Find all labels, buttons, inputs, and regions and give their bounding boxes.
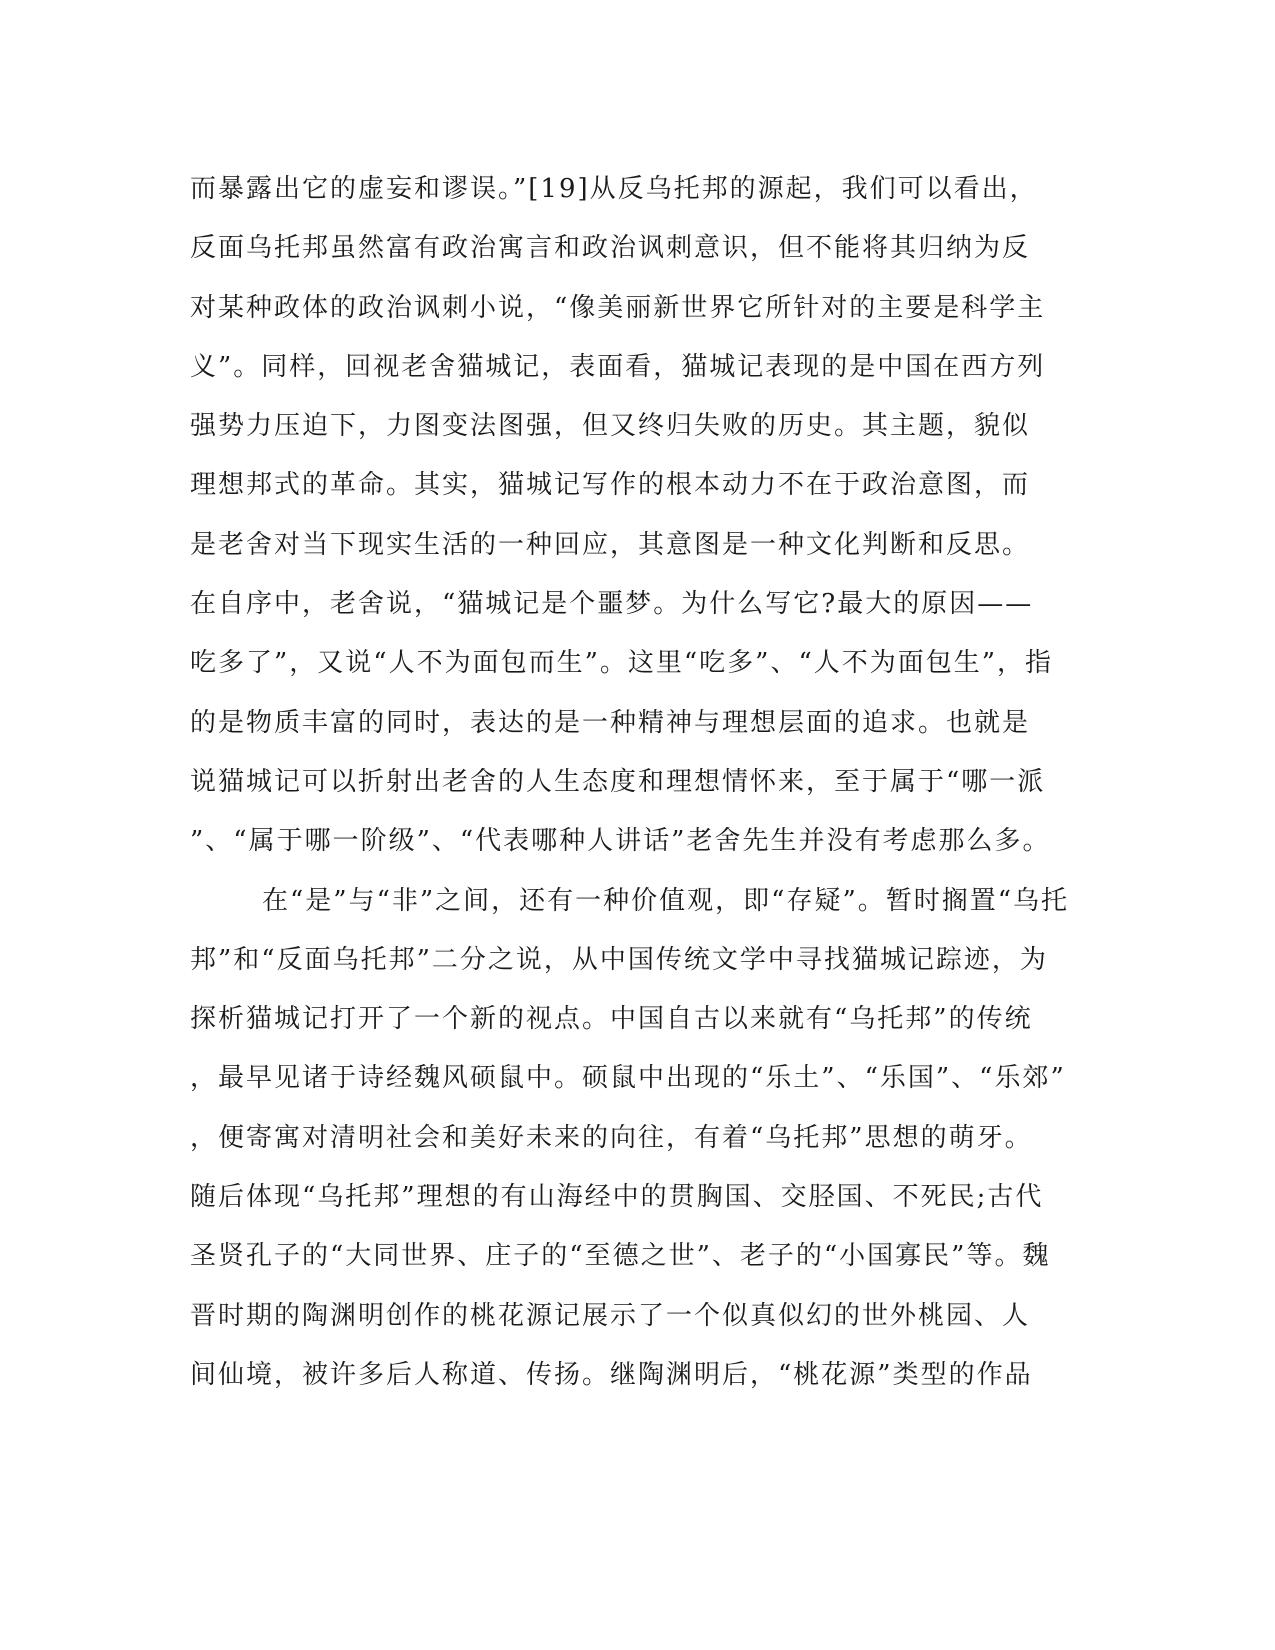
text-line: ，最早见诸于诗经魏风硕鼠中。硕鼠中出现的“乐土”、“乐国”、“乐郊” bbox=[190, 1063, 1066, 1094]
text-line: 圣贤孔子的“大同世界、庄子的“至德之世”、老子的“小国寡民”等。魏 bbox=[190, 1241, 1051, 1272]
text-line: 在自序中，老舍说，“猫城记是个噩梦。为什么写它?最大的原因—— bbox=[190, 589, 1034, 620]
text-line: 邦”和“反面乌托邦”二分之说，从中国传统文学中寻找猫城记踪迹，为 bbox=[190, 944, 1048, 975]
text-line: 义”。同样，回视老舍猫城记，表面看，猫城记表现的是中国在西方列 bbox=[190, 351, 1046, 382]
text-line: 对某种政体的政治讽刺小说，“像美丽新世界它所针对的主要是科学主 bbox=[190, 292, 1046, 323]
text-line: ”、“属于哪一阶级”、“代表哪种人讲话”老舍先生并没有考虑那么多。 bbox=[190, 826, 1051, 857]
paragraph-start-line: 在“是”与“非”之间，还有一种价值观，即“存疑”。暂时搁置“乌托 bbox=[262, 885, 1070, 916]
text-line: 而暴露出它的虚妄和谬误。”[19]从反乌托邦的源起，我们可以看出， bbox=[190, 174, 1038, 204]
text-line: 理想邦式的革命。其实，猫城记写作的根本动力不在于政治意图，而 bbox=[190, 470, 1031, 501]
text-line: 间仙境，被许多后人称道、传扬。继陶渊明后，“桃花源”类型的作品 bbox=[190, 1359, 1033, 1390]
text-line: 的是物质丰富的同时，表达的是一种精神与理想层面的追求。也就是 bbox=[190, 707, 1031, 738]
text-line: ，便寄寓对清明社会和美好未来的向往，有着“乌托邦”思想的萌牙。 bbox=[190, 1122, 1033, 1153]
text-line: 晋时期的陶渊明创作的桃花源记展示了一个似真似幻的世外桃园、人 bbox=[190, 1300, 1031, 1331]
body-text bbox=[190, 160, 1090, 1405]
text-line: 说猫城记可以折射出老舍的人生态度和理想情怀来，至于属于“哪一派 bbox=[190, 766, 1046, 797]
text-line: 强势力压迫下，力图变法图强，但又终归失败的历史。其主题，貌似 bbox=[190, 411, 1031, 442]
text-line: 探析猫城记打开了一个新的视点。中国自古以来就有“乌托邦”的传统 bbox=[190, 1004, 1033, 1035]
text-line: 吃多了”，又说“人不为面包而生”。这里“吃多”、“人不为面包生”，指 bbox=[190, 648, 1054, 679]
text-line: 反面乌托邦虽然富有政治寓言和政治讽刺意识，但不能将其归纳为反 bbox=[190, 233, 1031, 264]
text-line: 是老舍对当下现实生活的一种回应，其意图是一种文化判断和反思。 bbox=[190, 529, 1031, 560]
text-line: 随后体现“乌托邦”理想的有山海经中的贯胸国、交胫国、不死民;古代 bbox=[190, 1182, 1044, 1213]
